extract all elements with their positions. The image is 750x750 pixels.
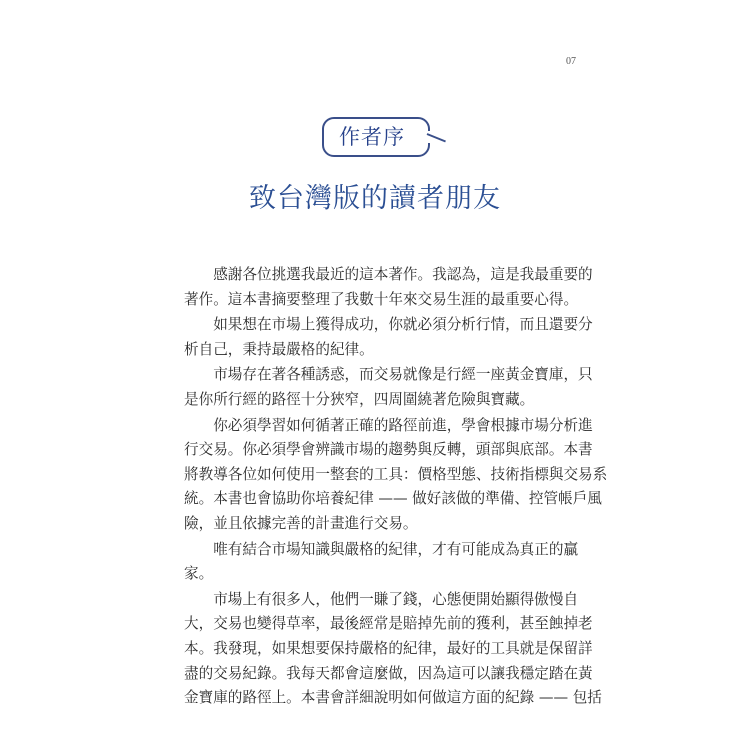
paragraph-line: 本。我發現，如果想要保持嚴格的紀律，最好的工具就是保留詳 (184, 639, 593, 657)
page-number: 07 (566, 56, 576, 67)
paragraph-line: 如果想在市場上獲得成功，你就必須分析行情，而且還要分 (213, 316, 593, 334)
paragraph (184, 263, 593, 312)
paragraph-line: 將教導各位如何使用一整套的工具：價格型態、技術指標與交易系 (184, 465, 608, 483)
paragraph-line: 盡的交易紀錄。我每天都會這麼做，因為這可以讓我穩定踏在黃 (184, 664, 593, 682)
paragraph-line: 行交易。你必須學會辨識市場的趨勢與反轉，頭部與底部。本書 (184, 441, 593, 459)
body-text (184, 263, 608, 712)
paragraph-line: 金寶庫的路徑上。本書會詳細說明如何做這方面的紀錄 —— 包括 (184, 689, 602, 707)
paragraph-line: 唯有結合市場知識與嚴格的紀律，才有可能成為真正的贏 (213, 540, 579, 558)
paragraph-line: 著作。這本書摘要整理了我數十年來交易生涯的最重要心得。 (184, 290, 579, 308)
paragraph-line: 析自己，秉持最嚴格的紀律。 (184, 340, 374, 358)
paragraph-line: 大，交易也變得草率，最後經常是賠掉先前的獲利，甚至蝕掉老 (184, 615, 593, 633)
chapter-title: 致台灣版的讀者朋友 (249, 183, 501, 214)
paragraph-line: 市場上有很多人，他們一賺了錢，心態便開始顯得傲慢自 (213, 590, 579, 608)
section-label: 作者序 (339, 125, 405, 149)
section-label-box (322, 117, 430, 157)
paragraph (184, 313, 593, 362)
paragraph-line: 你必須學習如何循著正確的路徑前進，學會根據市場分析進 (213, 416, 593, 434)
paragraph-line: 感謝各位挑選我最近的這本著作。我認為，這是我最重要的 (213, 266, 593, 283)
paragraph-line: 家。 (184, 565, 214, 583)
paragraph-line: 市場存在著各種誘惑，而交易就像是行經一座黃金寶庫，只 (213, 366, 593, 384)
paragraph (184, 363, 593, 412)
paragraph-line: 是你所行經的路徑十分狹窄，四周圍繞著危險與寶藏。 (184, 390, 535, 408)
paragraph (184, 588, 602, 711)
paragraph-line: 險，並且依據完善的計畫進行交易。 (184, 514, 418, 532)
paragraph (184, 538, 579, 587)
paragraph-line: 統。本書也會協助你培養紀律 —— 做好該做的準備、控管帳戶風 (184, 490, 602, 508)
paragraph (184, 414, 608, 537)
